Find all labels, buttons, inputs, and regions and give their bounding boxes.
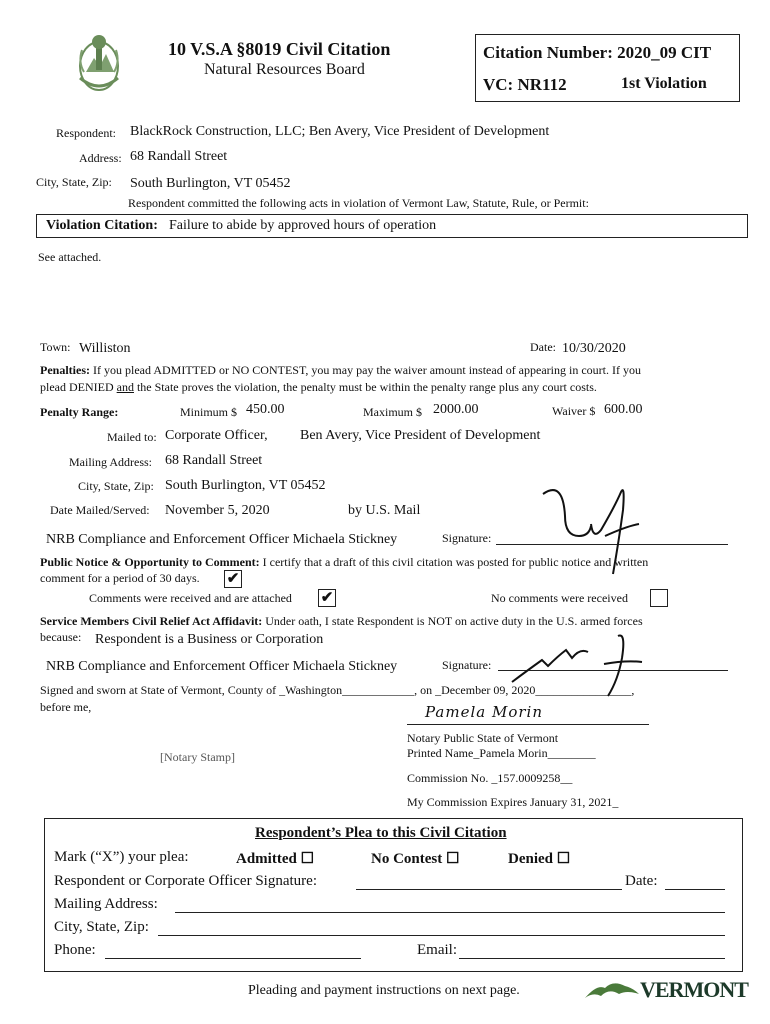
city-value: South Burlington, VT 05452 [130,176,291,191]
maximum-label: Maximum $ [363,405,422,419]
public-notice-text-1: I certify that a draft of this civil citation was posted for public notice and written [262,555,649,569]
footer-logo-text: VERMONT [640,977,748,1002]
plea-mailing-label: Mailing Address: [54,896,158,912]
before-me: before me, [40,700,92,714]
scra-label: Service Members Civil Relief Act Affidavit: [40,614,263,628]
penalties-and: and [116,380,134,394]
date-label: Date: [530,340,556,354]
notary-stamp: [Notary Stamp] [160,750,235,764]
scra-line [40,614,643,629]
notary-signature: Pamela Morin [425,703,543,721]
scra-officer-name: NRB Compliance and Enforcement Officer Michaela Stickney [46,659,398,674]
notary-printed-name: Printed Name_Pamela Morin________ [407,746,596,760]
plea-signature-label: Respondent or Corporate Officer Signature: [54,873,317,889]
because-value: Respondent is a Business or Corporation [95,632,324,647]
vermont-logo-icon [583,978,641,1002]
mail-method: by U.S. Mail [348,503,421,518]
penalty-range-label: Penalty Range: [40,405,119,419]
no-comments-checkbox[interactable] [650,589,668,607]
plea-date-label: Date: [625,873,658,889]
plea-admitted-option[interactable]: Admitted ☐ [236,851,315,867]
address-label: Address: [79,151,122,165]
mailing-city-value: South Burlington, VT 05452 [165,478,326,493]
plea-no-contest-option[interactable]: No Contest ☐ [371,851,460,867]
respondent-value: BlackRock Construction, LLC; Ben Avery, Vice President of Development [130,124,550,139]
plea-mark-label: Mark (“X”) your plea: [54,849,189,865]
date-value: 10/30/2020 [562,341,626,356]
waiver-label: Waiver $ [552,404,596,418]
citation-number-box [475,34,740,102]
plea-date-field[interactable] [665,889,725,890]
mailing-address-label: Mailing Address: [69,455,152,469]
scra-signature-label: Signature: [442,658,492,672]
penalties-line1 [40,363,641,378]
date-mailed-label: Date Mailed/Served: [50,503,150,517]
notary-signature-line [407,724,649,725]
plea-mailing-field[interactable] [175,912,725,913]
public-notice-line1 [40,555,648,570]
comments-received-label: Comments were received and are attached [89,591,292,605]
penalties-line2 [40,380,597,395]
because-label: because: [40,630,82,644]
mailing-city-label: City, State, Zip: [78,479,154,493]
officer-name: NRB Compliance and Enforcement Officer Michaela Stickney [46,532,398,547]
plea-title: Respondent’s Plea to this Civil Citation [255,825,507,841]
respondent-label: Respondent: [56,126,116,140]
citation-number: Citation Number: 2020_09 CIT [483,43,712,62]
date-mailed-value: November 5, 2020 [165,503,270,518]
mailed-to-value-1: Corporate Officer, [165,428,268,443]
no-comments-label: No comments were received [491,591,628,605]
notary-expires: My Commission Expires January 31, 2021_ [407,795,619,809]
violation-statement: Respondent committed the following acts in violation of Vermont Law, Statute, Rule, or Permit: [128,196,589,210]
scra-text: Under oath, I state Respondent is NOT on active duty in the U.S. armed forces [265,614,643,628]
vc-number: VC: NR112 [483,75,567,94]
penalties-label: Penalties: [40,363,90,377]
footer-note: Pleading and payment instructions on next page. [248,983,520,998]
signature-label: Signature: [442,531,492,545]
comments-received-checkbox[interactable]: ✔ [318,589,336,607]
plea-email-label: Email: [417,942,457,958]
mailed-to-value-2: Ben Avery, Vice President of Development [300,428,541,443]
mailed-to-label: Mailed to: [107,430,157,444]
notary-commission-no: Commission No. _157.0009258__ [407,771,573,785]
plea-phone-label: Phone: [54,942,96,958]
penalties-text-2b: the State proves the violation, the penalty must be within the penalty range plus any court costs. [133,380,597,394]
public-notice-label: Public Notice & Opportunity to Comment: [40,555,260,569]
sworn-line: Signed and sworn at State of Vermont, County of _Washington____________, on _December 09, 2020________________, [40,683,635,697]
minimum-value: 450.00 [246,402,285,417]
vermont-seal-icon [74,28,124,96]
violation-label: Violation Citation: [46,218,158,233]
violation-citation-box [36,214,748,238]
public-notice-text-2: comment for a period of 30 days. [40,571,200,585]
public-notice-checkbox[interactable]: ✔ [224,570,242,588]
violation-value: Failure to abide by approved hours of operation [169,218,437,233]
maximum-value: 2000.00 [433,402,479,417]
document-title: 10 V.S.A §8019 Civil Citation [168,39,391,59]
address-value: 68 Randall Street [130,149,228,164]
board-name: Natural Resources Board [204,61,365,78]
violation-ordinal: 1st Violation [621,75,707,92]
waiver-value: 600.00 [604,402,643,417]
penalties-text-1: If you plead ADMITTED or NO CONTEST, you may pay the waiver amount instead of appearing in court. If you [93,363,641,377]
plea-city-field[interactable] [158,935,725,936]
plea-box [44,818,743,972]
notary-title: Notary Public State of Vermont [407,731,559,745]
plea-phone-field[interactable] [105,958,361,959]
violation-details: See attached. [38,250,102,264]
penalties-text-2a: plead DENIED [40,380,117,394]
plea-denied-option[interactable]: Denied ☐ [508,851,571,867]
town-value: Williston [79,341,131,356]
minimum-label: Minimum $ [180,405,238,419]
mailing-address-value: 68 Randall Street [165,453,263,468]
city-label: City, State, Zip: [36,175,112,189]
plea-email-field[interactable] [459,958,725,959]
town-label: Town: [40,340,71,354]
plea-city-label: City, State, Zip: [54,919,149,935]
plea-signature-field[interactable] [356,889,622,890]
